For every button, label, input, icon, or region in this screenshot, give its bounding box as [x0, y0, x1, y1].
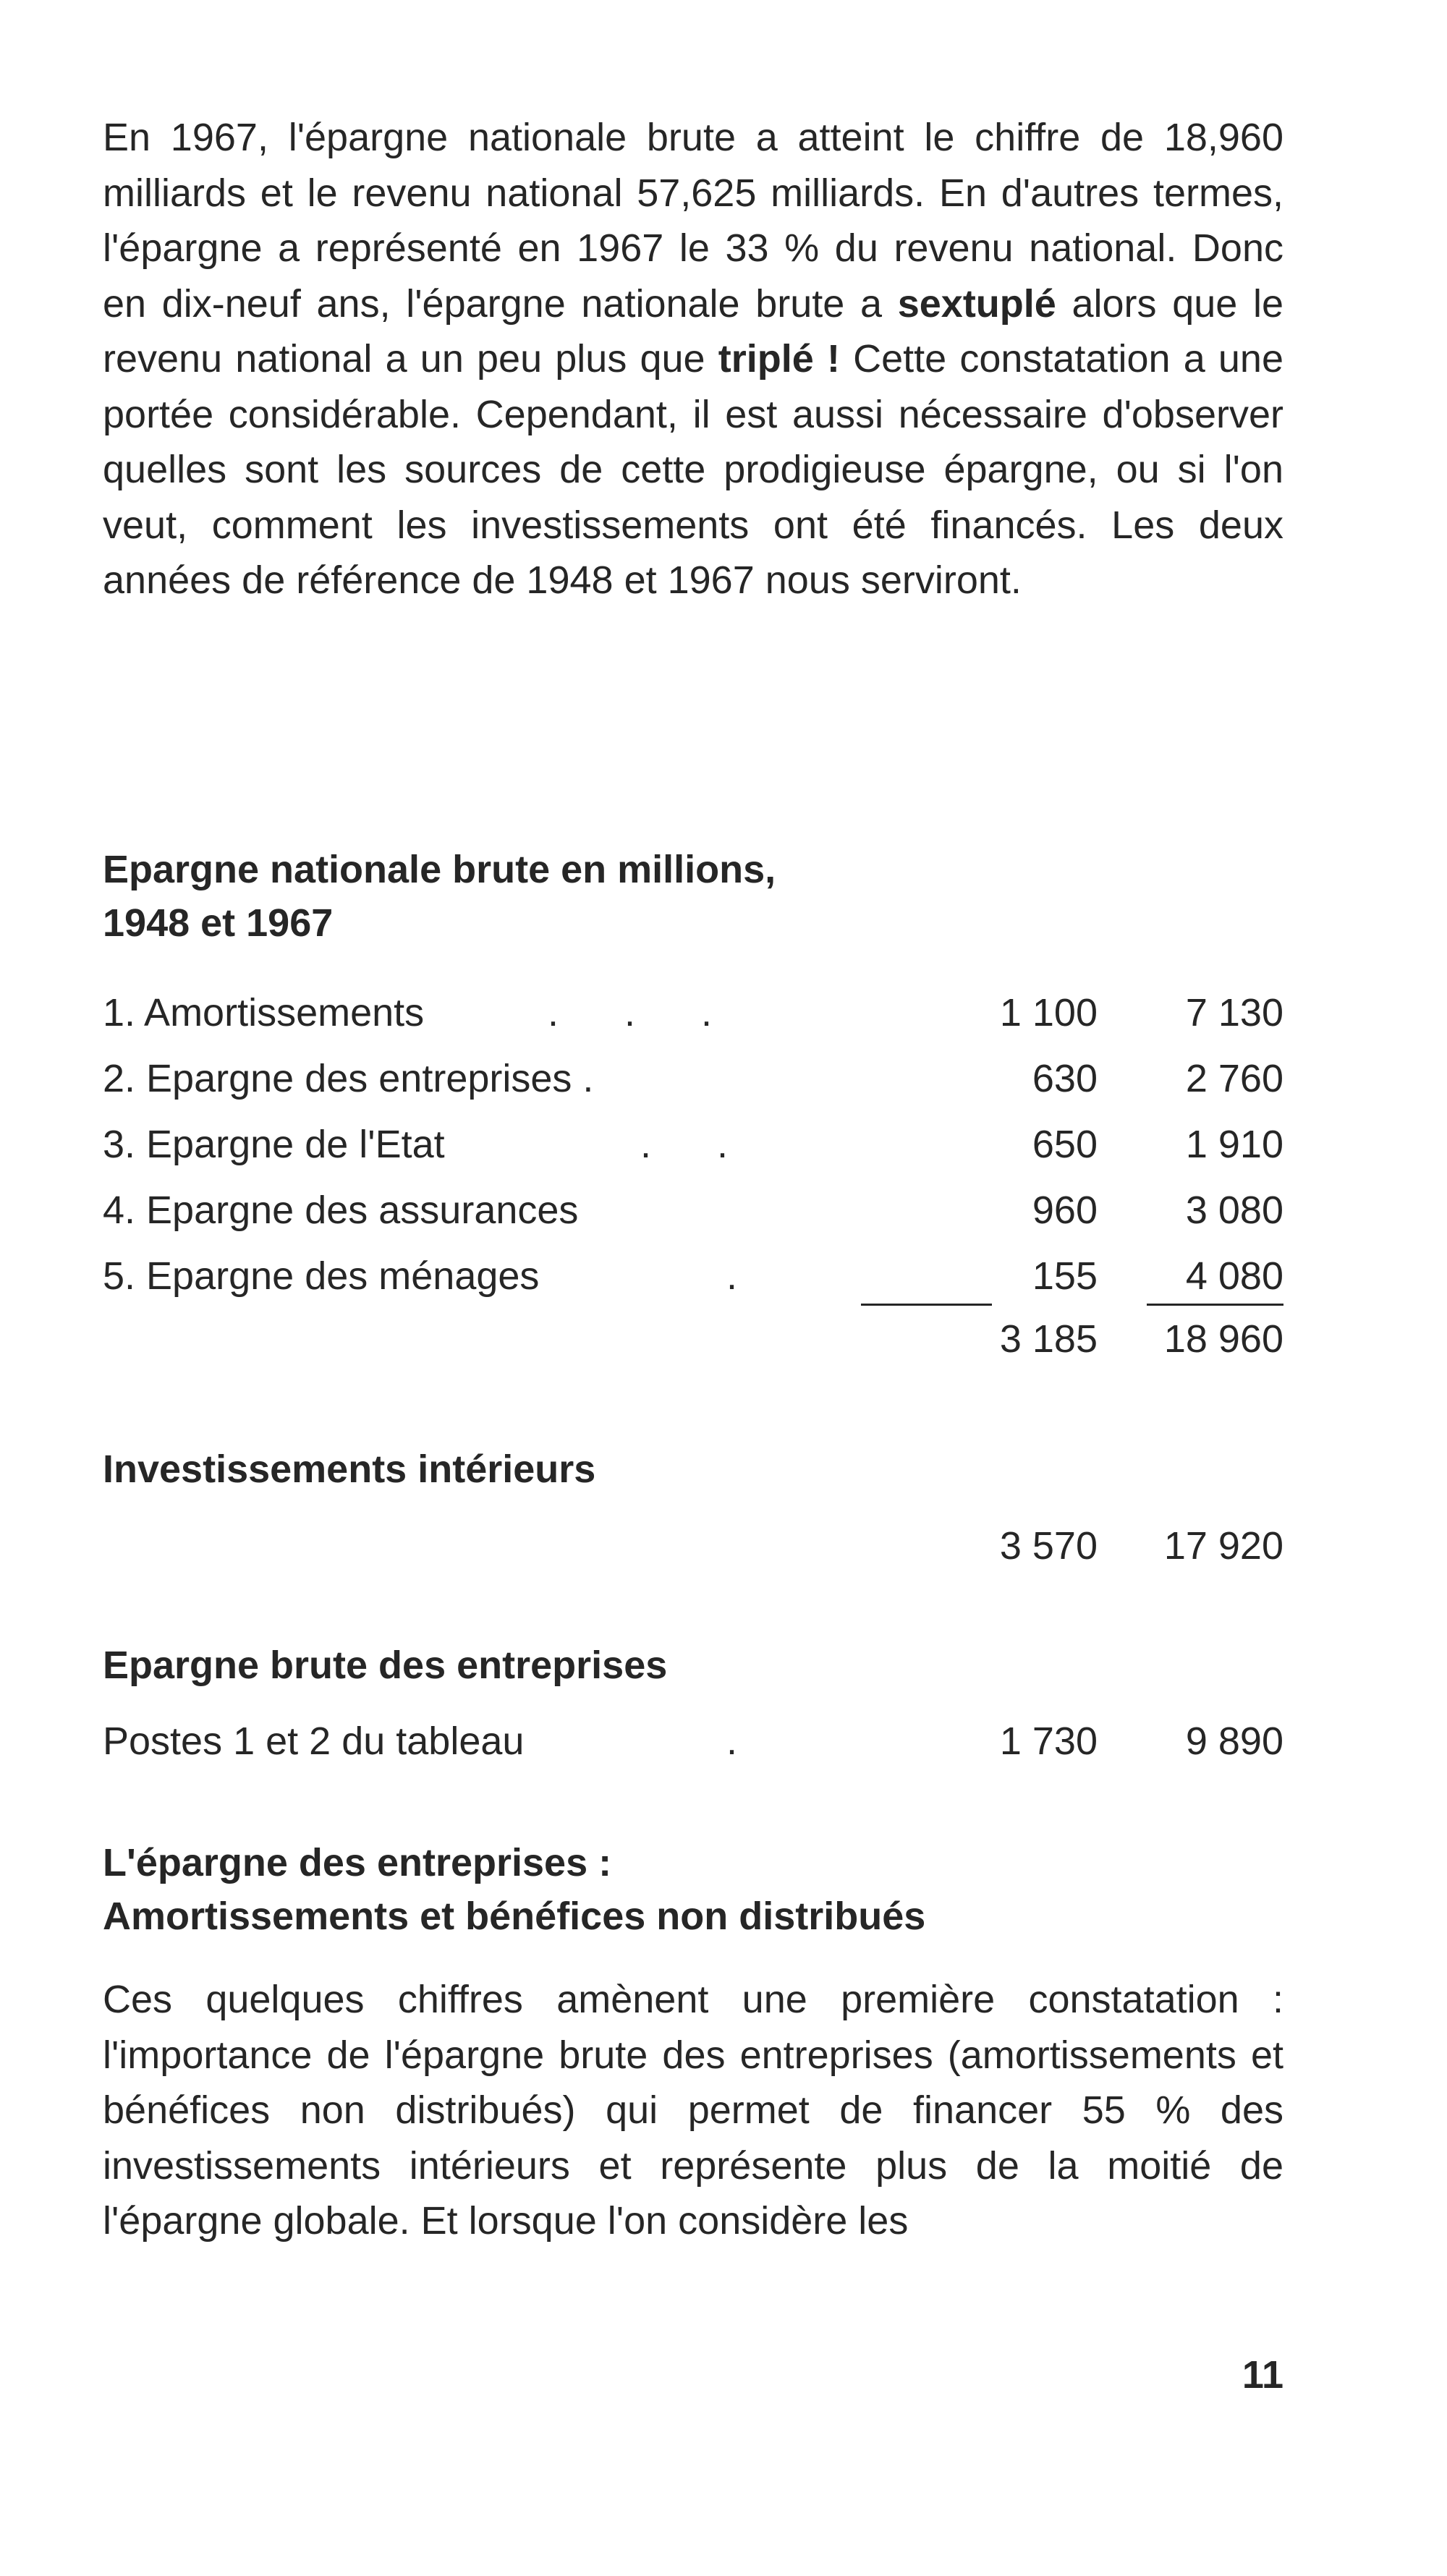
table-row [103, 1249, 1283, 1304]
total-rule-1967 [1147, 1304, 1283, 1306]
row-value-1967: 1 910 [1185, 1123, 1283, 1166]
row-value-1948: 155 [1032, 1254, 1098, 1298]
investissements-1948: 3 570 [999, 1524, 1098, 1568]
table-row [103, 985, 1283, 1040]
row-value-1967: 7 130 [1185, 991, 1283, 1034]
row-leader-dots: . [726, 1254, 765, 1298]
row-value-1948: 630 [1032, 1057, 1098, 1100]
investissements-1967: 17 920 [1163, 1524, 1283, 1568]
row-leader-dots: . . . [548, 991, 740, 1034]
row-value-1967: 3 080 [1185, 1189, 1283, 1232]
epargne-brute-row [103, 1714, 1283, 1769]
table-row [103, 1117, 1283, 1172]
row-leader-dots: . . [640, 1123, 756, 1166]
row-label: 3. Epargne de l'Etat [103, 1123, 445, 1166]
row-value-1967: 2 760 [1185, 1057, 1283, 1100]
investissements-row [103, 1518, 1283, 1573]
table-total-row [103, 1312, 1283, 1366]
row-label: 2. Epargne des entreprises . [103, 1057, 594, 1100]
row-value-1948: 960 [1032, 1189, 1098, 1232]
total-1948: 3 185 [999, 1317, 1098, 1361]
row-leader-dots: . [726, 1720, 765, 1763]
page-number: 11 [1242, 2353, 1283, 2397]
row-label: 1. Amortissements [103, 991, 425, 1034]
row-label: 4. Epargne des assurances [103, 1189, 579, 1232]
intro-bold-sextuple: sextuplé [897, 281, 1056, 326]
epargne-brute-label: Postes 1 et 2 du tableau [103, 1720, 525, 1763]
intro-paragraph [103, 110, 1283, 608]
epargne-brute-heading: Epargne brute des entreprises [103, 1644, 668, 1687]
intro-text-3: Cette constatation a une portée considérable. Cependant, il est aussi nécessaire d'observer quelles sont les sources de cette prodigieuse épargne, ou si l'on veut, comment les investissements ont été financés. Les deux années de référence de 1948 et 1967 nous serviront. [103, 337, 1283, 602]
row-value-1967: 4 080 [1185, 1254, 1283, 1298]
intro-text-2: alors que le revenu national a un peu plus que [103, 281, 1283, 381]
section-heading-line-2: Amortissements et bénéfices non distribués [103, 1895, 926, 1938]
investissements-heading: Investissements intérieurs [103, 1448, 596, 1491]
row-value-1948: 650 [1032, 1123, 1098, 1166]
table-heading-line-1: Epargne nationale brute en millions, [103, 848, 776, 891]
intro-text-1: En 1967, l'épargne nationale brute a atteint le chiffre de 18,960 milliards et le revenu national 57,625 milliards. En d'autres termes, l'épargne a représenté en 1967 le 33 % du revenu national. Donc en dix-neuf ans, l'épargne nationale brute a [103, 116, 1283, 326]
epargne-brute-1948: 1 730 [999, 1720, 1098, 1763]
row-value-1948: 1 100 [999, 991, 1098, 1034]
section-heading-line-1: L'épargne des entreprises : [103, 1841, 612, 1884]
total-1967: 18 960 [1163, 1317, 1283, 1361]
table-row [103, 1183, 1283, 1238]
epargne-brute-1967: 9 890 [1185, 1720, 1283, 1763]
table-row [103, 1051, 1283, 1106]
total-rule-1948 [861, 1304, 992, 1306]
table-heading [103, 843, 776, 950]
table-heading-line-2: 1948 et 1967 [103, 901, 334, 945]
row-label: 5. Epargne des ménages [103, 1254, 540, 1298]
intro-bold-triple: triplé ! [718, 337, 840, 381]
closing-paragraph: Ces quelques chiffres amènent une première constatation : l'importance de l'épargne brute des entreprises (amortissements et bénéfices non distribués) qui permet de financer 55 % des investissements intérieurs et représente plus de la moitié de l'épargne globale. Et lorsque l'on considère les [103, 1978, 1283, 2243]
section-heading [103, 1836, 925, 1943]
